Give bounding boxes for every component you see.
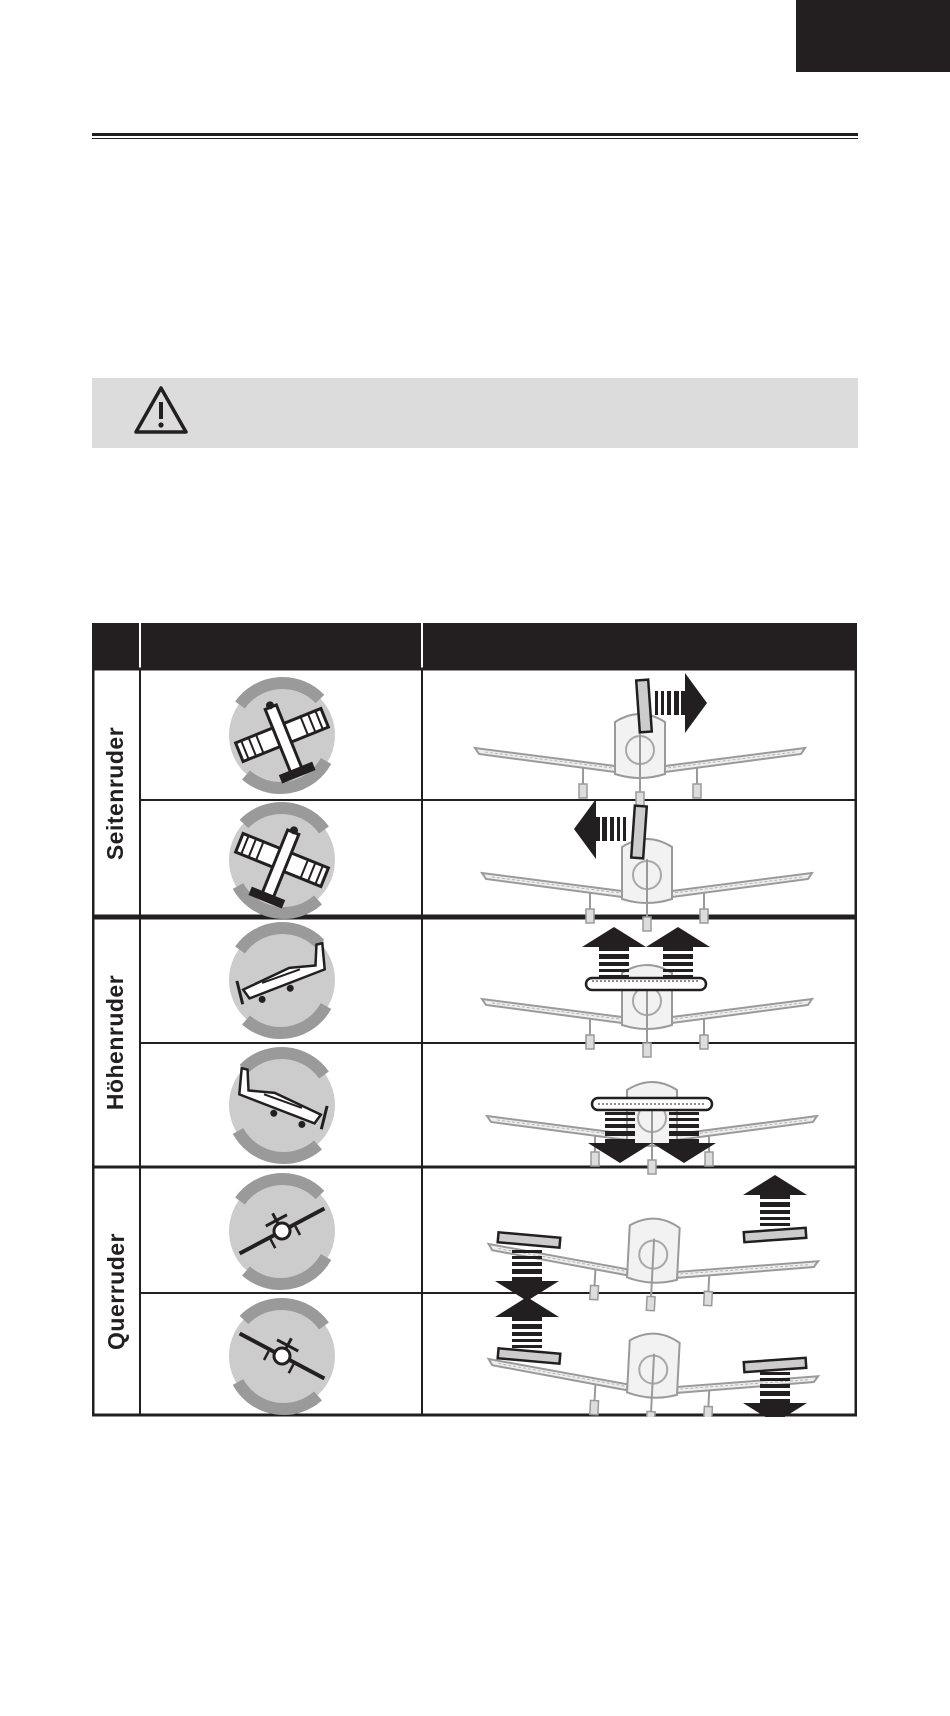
group-label-seitenruder: Seitenruder	[102, 726, 129, 860]
aileron-left-diagram	[486, 1297, 820, 1417]
header-rule-thin	[92, 138, 858, 139]
group-label-querruder: Querruder	[102, 1232, 129, 1350]
pitch-down-icon	[229, 1052, 335, 1158]
roll-right-icon	[229, 1178, 335, 1284]
roll-left-icon	[229, 1303, 335, 1409]
control-test-table	[92, 623, 857, 1417]
yaw-left-icon	[222, 807, 338, 919]
elevator-down-diagram	[487, 1082, 817, 1174]
table-header	[92, 623, 857, 669]
header-rule	[92, 133, 858, 136]
yaw-right-icon	[226, 682, 342, 794]
warning-box	[92, 378, 858, 448]
rudder-left-diagram	[482, 799, 812, 931]
aileron-right-diagram	[486, 1175, 820, 1319]
elevator-up-diagram	[482, 927, 812, 1057]
corner-tab	[796, 0, 950, 72]
warning-triangle-icon	[132, 384, 190, 438]
group-label-hoehenruder: Höhenruder	[102, 974, 129, 1110]
rudder-right-diagram	[475, 673, 805, 806]
pitch-up-icon	[229, 927, 335, 1033]
table-graphic	[92, 623, 857, 1417]
